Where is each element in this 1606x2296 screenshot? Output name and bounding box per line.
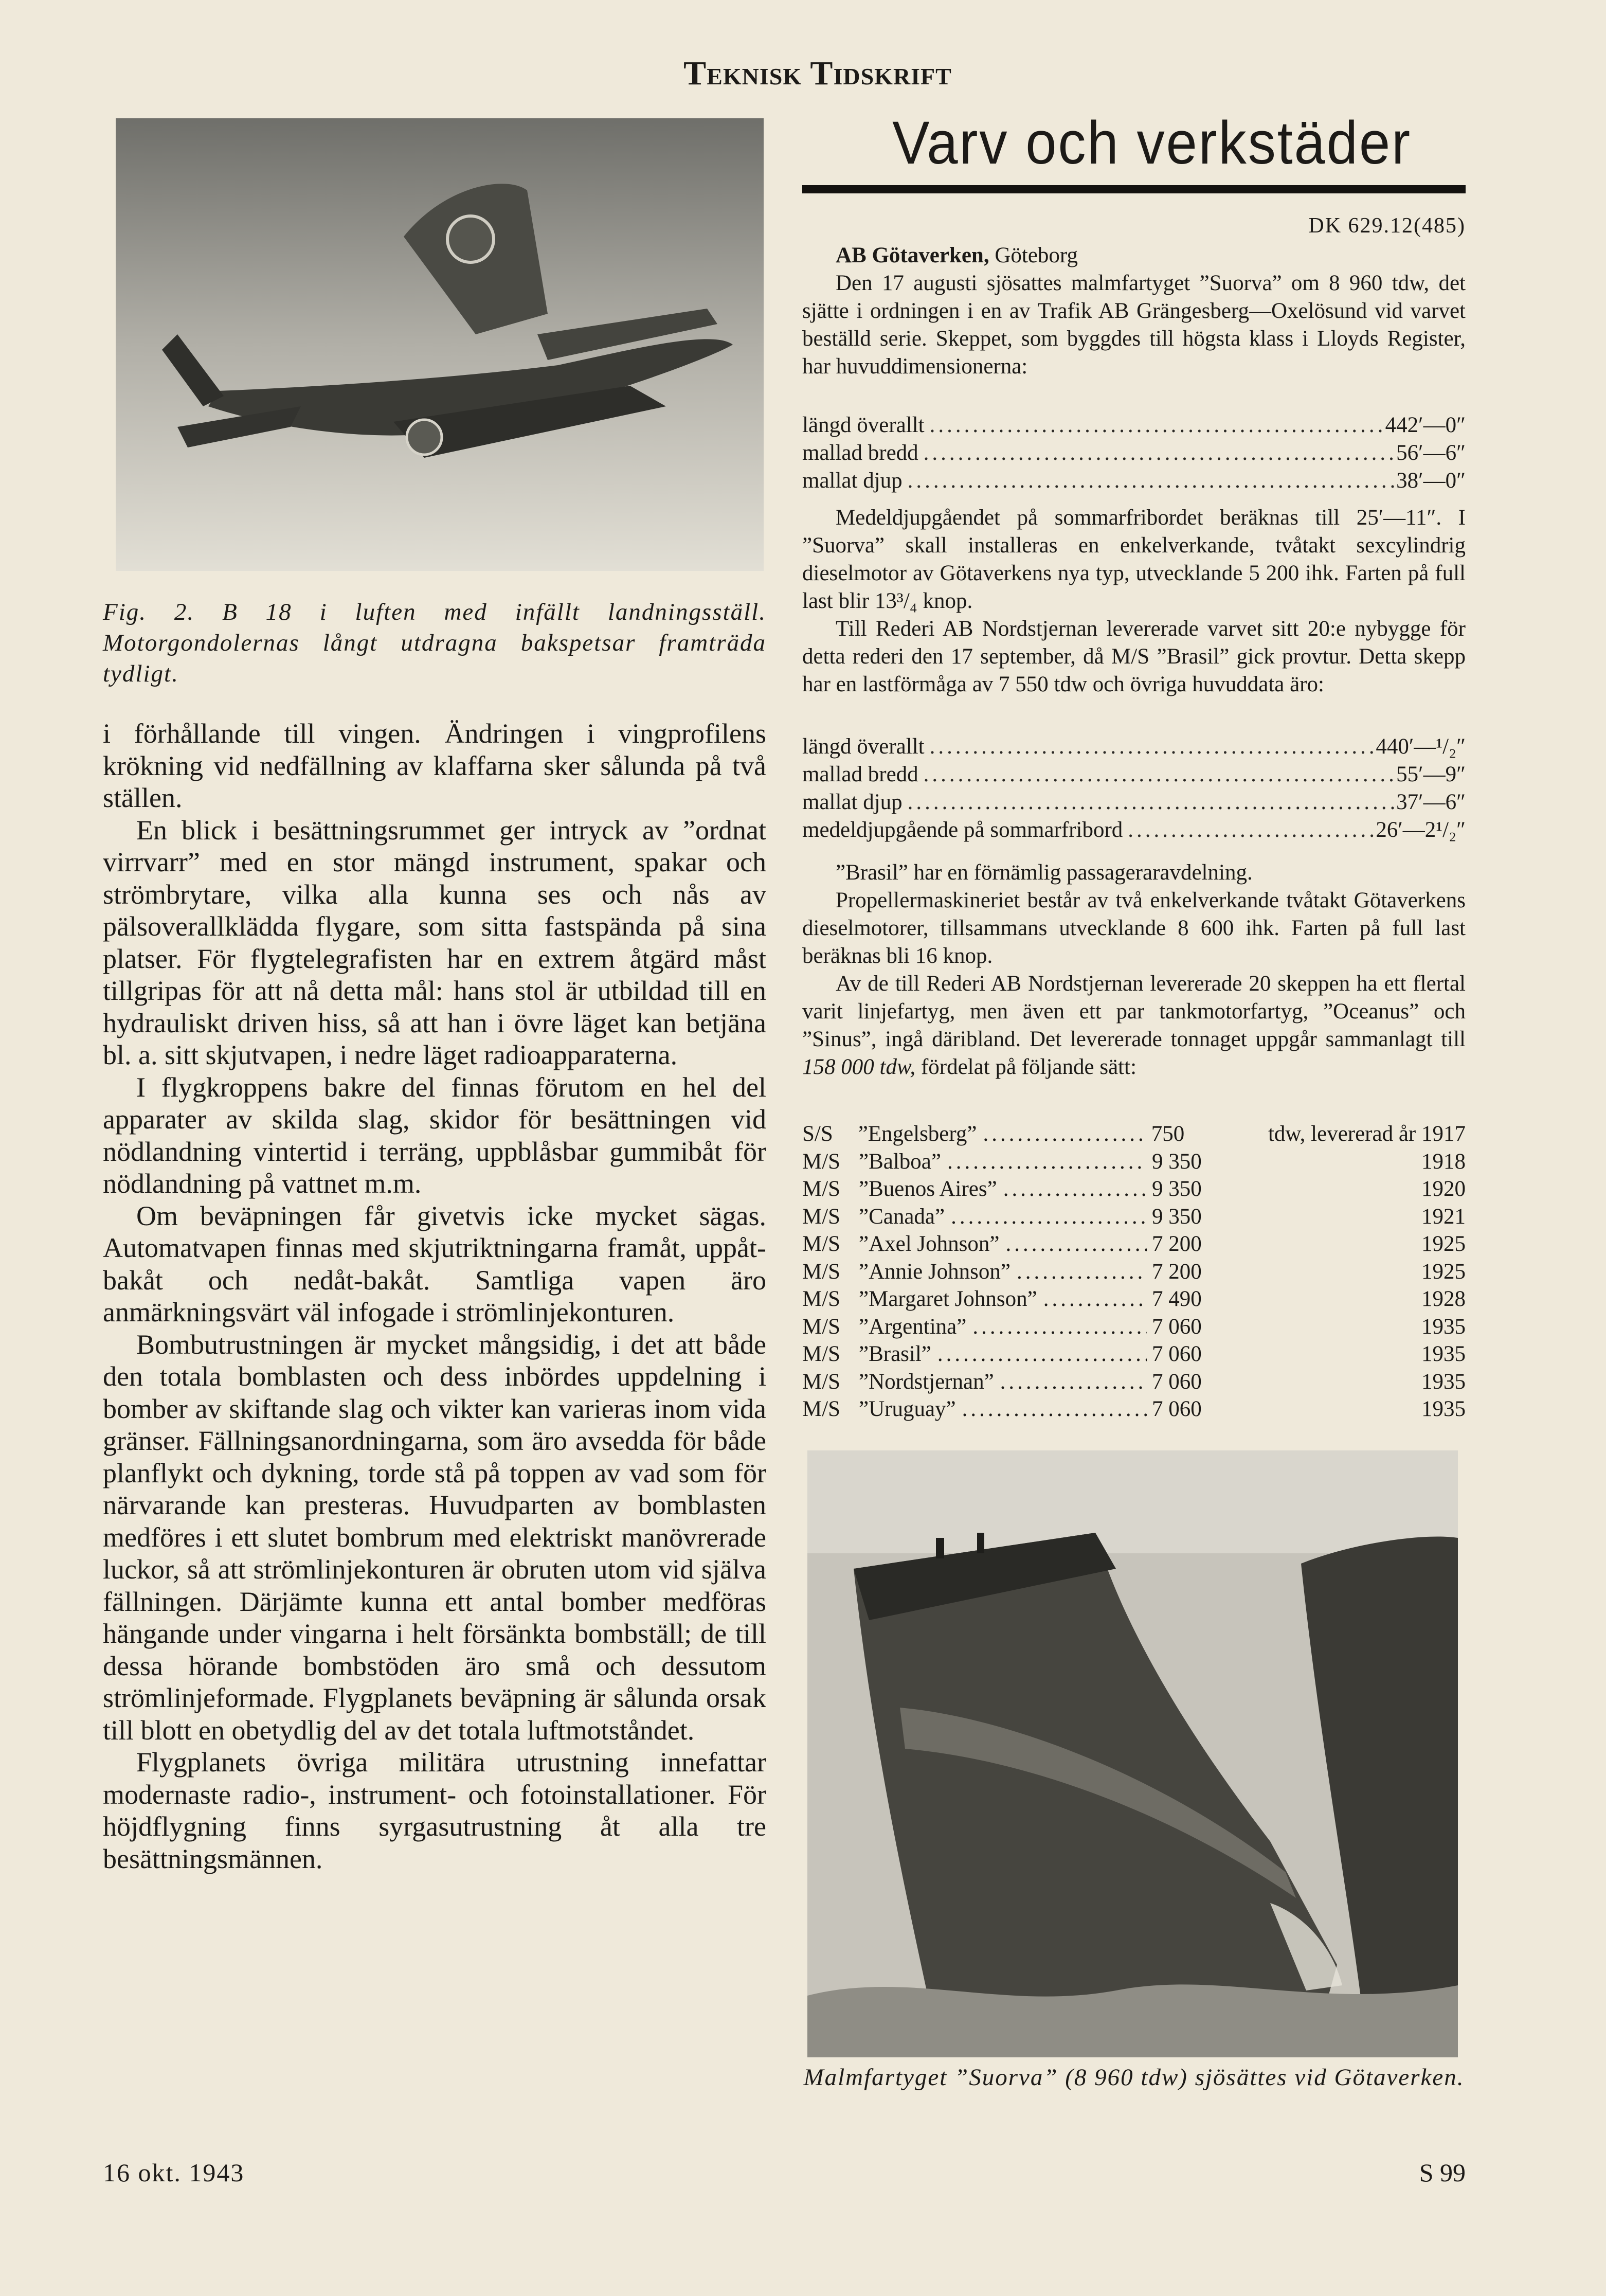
ship-tdw: 7 060 [1152, 1314, 1202, 1339]
nordstjernan-paragraph: Av de till Rederi AB Nordstjernan levererade 20 skeppen ha ett flertal varit linjefartyg, men även ett par tankmotorfartyg, ”Oceanus” och ”Sinus”, ingå däribland. Det levererade tonnaget uppgår sammanlagt till 158 000 tdw, fördelat på följande sätt: [802, 972, 1466, 1079]
dimension-row: mallat djup ..... 38′—0″ [802, 467, 1466, 495]
ship-name: ”Brasil” ..... [859, 1340, 1147, 1368]
fleet-row [802, 1258, 1466, 1286]
fleet-row [802, 1285, 1466, 1313]
ship-name: ”Axel Johnson” ..... [859, 1230, 1147, 1258]
ship-name: ”Engelsberg” ..... [858, 1120, 1146, 1148]
ship-name: ”Balboa” ..... [859, 1148, 1147, 1176]
page-number: S 99 [1419, 2158, 1466, 2187]
bomber-illustration [116, 118, 764, 571]
machinery-paragraph: Propellermaskineriet består av två enkelverkande tvåtakt Götaverkens dieselmotorer, tillsammans utvecklande 8 600 ihk. Farten på full last beräknas bli 16 knop. [802, 888, 1466, 968]
ship-type: M/S [802, 1204, 841, 1229]
fleet-row [802, 1230, 1466, 1258]
ship-delivery-year: 1935 [1421, 1397, 1466, 1421]
ship-launch-photo [807, 1450, 1458, 2057]
fleet-row [802, 1368, 1466, 1396]
ship-name: ”Buenos Aires” ..... [859, 1175, 1147, 1203]
ship-type: S/S [802, 1122, 833, 1146]
ship-delivery-year: tdw, levererad år 1917 [1268, 1122, 1466, 1146]
fleet-row [802, 1395, 1466, 1423]
fleet-table [802, 1120, 1466, 1423]
ship-type: M/S [802, 1232, 841, 1256]
left-paragraph: Bombutrustningen är mycket mångsidig, i det att både den totala bomblasten och dess inbördes uppdelning i bomber av skiftande slag och vikter kan varieras inom vida gränser. Fällningsanordningarna, som äro avsedda för både planflykt och dykning, torde stå på toppen av vad som för närvarande kan presteras. Huvudparten av bomblasten medföres i ett slutet bombrum med elektriskt manövrerade luckor, så att strömlinjekonturen är obruten utom vid själva fällningen. Därjämte kunna ett antal bomber medföras hängande under vingarna i helt försänkta bombställ; de till dessa hörande bombstöden äro små och dessutom strömlinjeformade. Flygplanets beväpning är sålunda orsak till blott en obetydlig del av det totala luftmotståndet. [103, 1329, 766, 1746]
ship-tdw: 750 [1151, 1122, 1185, 1146]
ship-name: ”Argentina” ..... [859, 1313, 1147, 1341]
brasil-text [802, 859, 1466, 1081]
left-paragraph: En blick i besättningsrummet ger intryck av ”ordnat virrvarr” med en stor mängd instrument, spakar och strömbrytare, vilka alla kunna ses och nås av pälsoverallklädda flygare, som sitta fastspända på sina platser. För flygtelegrafisten har en extrem åtgärd måst tillgripas för att nå detta mål: hans stol är utbildad till en hydrauliskt driven hiss, så att han i övre läget kan betjäna bl. a. sitt skjutvapen, i nedre läget radioapparaterna. [103, 814, 766, 1070]
fleet-row [802, 1203, 1466, 1231]
passenger-paragraph: ”Brasil” har en förnämlig passageraravdelning. [836, 860, 1253, 885]
ship-type: M/S [802, 1259, 841, 1284]
dimension-row: längd överallt ..... 442′—0″ [802, 411, 1466, 439]
ship-type: M/S [802, 1177, 841, 1201]
company-city: Göteborg [989, 243, 1078, 267]
gotaverken-intro [802, 242, 1466, 381]
ship-delivery-year: 1935 [1421, 1314, 1466, 1339]
bomber-photo [116, 118, 764, 571]
fleet-row [802, 1120, 1466, 1148]
draught-paragraph: Medeldjupgåendet på sommarfribordet beräknas till 25′—11″. I ”Suorva” skall installeras en enkelverkande, tvåtakt sexcylindrig dieselmotor av Götaverkens nya typ, utvecklande 5 200 ihk. Farten på full last blir 13³/₄ knop. [802, 506, 1466, 613]
brasil-dimensions [802, 733, 1466, 844]
journal-masthead: Teknisk Tidskrift [683, 55, 952, 92]
ship-tdw: 9 350 [1152, 1149, 1202, 1174]
issue-date: 16 okt. 1943 [103, 2158, 245, 2187]
ship-name: ”Annie Johnson” ..... [859, 1258, 1147, 1286]
ship-type: M/S [802, 1369, 841, 1394]
dimension-row: längd överallt ..... 440′—¹/₂″ [802, 733, 1466, 761]
left-paragraph: i förhållande till vingen. Ändringen i vingprofilens krökning vid nedfällning av klaffarna sker sålunda på två ställen. [103, 718, 766, 813]
ship-type: M/S [802, 1314, 841, 1339]
brasil-paragraph: Till Rederi AB Nordstjernan levererade varvet sitt 20:e nybygge för detta rederi den 17 september, då M/S ”Brasil” gick provtur. Detta skepp har en lastförmåga av 7 550 tdw och övriga huvuddata äro: [802, 617, 1466, 696]
ship-tdw: 7 490 [1152, 1287, 1202, 1311]
ship-name: ”Canada” ..... [859, 1203, 1147, 1231]
dk-classification: DK 629.12(485) [1308, 214, 1466, 238]
ship-type: M/S [802, 1342, 841, 1366]
ship-type: M/S [802, 1287, 841, 1311]
title-rule [802, 185, 1466, 193]
left-paragraph: Flygplanets övriga militära utrustning innefattar modernaste radio-, instrument- och fotoinstallationer. För höjdflygning finns syrgasutrustning åt alla tre besättningsmännen. [103, 1747, 766, 1874]
left-paragraph: I flygkroppens bakre del finnas förutom en hel del apparater av skilda slag, skidor för besättningen vid nödlandning vintertid i terräng, uppblåsbar gummibåt för nödlandning på vattnet m.m. [103, 1071, 766, 1199]
plane-caption: Fig. 2. B 18 i luften med infällt landningsställ. Motorgondolernas långt utdragna bakspetsar framträda tydligt. [103, 599, 766, 687]
ship-delivery-year: 1918 [1421, 1149, 1466, 1174]
ship-tdw: 9 350 [1152, 1204, 1202, 1229]
ship-delivery-year: 1935 [1421, 1342, 1466, 1366]
ship-delivery-year: 1925 [1421, 1259, 1466, 1284]
ship-type: M/S [802, 1149, 841, 1174]
dimension-row: medeldjupgående på sommarfribord ..... 26′—2¹/₂″ [802, 816, 1466, 844]
fleet-row [802, 1148, 1466, 1176]
suorva-dimensions [802, 411, 1466, 495]
ship-tdw: 9 350 [1152, 1177, 1202, 1201]
ship-tdw: 7 200 [1152, 1259, 1202, 1284]
ship-tdw: 7 060 [1152, 1397, 1202, 1421]
ship-illustration [807, 1450, 1458, 2057]
left-paragraph: Om beväpningen får givetvis icke mycket sägas. Automatvapen finnas med skjutriktningarna framåt, uppåt-bakåt och nedåt-bakåt. Samtliga vapen äro anmärkningsvärt väl infogade i strömlinjekonturen. [103, 1200, 766, 1328]
ship-caption: Malmfartyget ”Suorva” (8 960 tdw) sjösättes vid Götaverken. [803, 2064, 1465, 2091]
ship-tdw: 7 060 [1152, 1369, 1202, 1394]
fleet-row [802, 1313, 1466, 1341]
left-column-text [103, 718, 766, 1875]
fleet-row [802, 1340, 1466, 1368]
ship-tdw: 7 060 [1152, 1342, 1202, 1366]
ship-delivery-year: 1935 [1421, 1369, 1466, 1394]
ship-delivery-year: 1920 [1421, 1177, 1466, 1201]
fleet-row [802, 1175, 1466, 1203]
ship-delivery-year: 1921 [1421, 1204, 1466, 1229]
ship-type: M/S [802, 1397, 841, 1421]
dimension-row: mallad bredd ..... 55′—9″ [802, 761, 1466, 788]
ship-name: ”Nordstjernan” ..... [859, 1368, 1147, 1396]
company-name: AB Götaverken, [836, 243, 989, 267]
ship-tdw: 7 200 [1152, 1232, 1202, 1256]
dimension-row: mallat djup ..... 37′—6″ [802, 788, 1466, 816]
ship-name: ”Uruguay” ..... [859, 1395, 1147, 1423]
suorva-paragraph: Den 17 augusti sjösattes malmfartyget ”Suorva” om 8 960 tdw, det sjätte i ordningen i en av Trafik AB Grängesberg—Oxelösund vid varvet beställd serie. Skeppet, som byggdes till högsta klass i Lloyds Register, har huvuddimensionerna: [802, 271, 1466, 379]
ship-delivery-year: 1925 [1421, 1232, 1466, 1256]
ship-name: ”Margaret Johnson” ..... [859, 1285, 1147, 1313]
dimension-row: mallad bredd ..... 56′—6″ [802, 439, 1466, 467]
section-title: Varv och verkstäder [892, 109, 1412, 177]
ship-delivery-year: 1928 [1421, 1287, 1466, 1311]
suorva-engine-text [802, 504, 1466, 698]
